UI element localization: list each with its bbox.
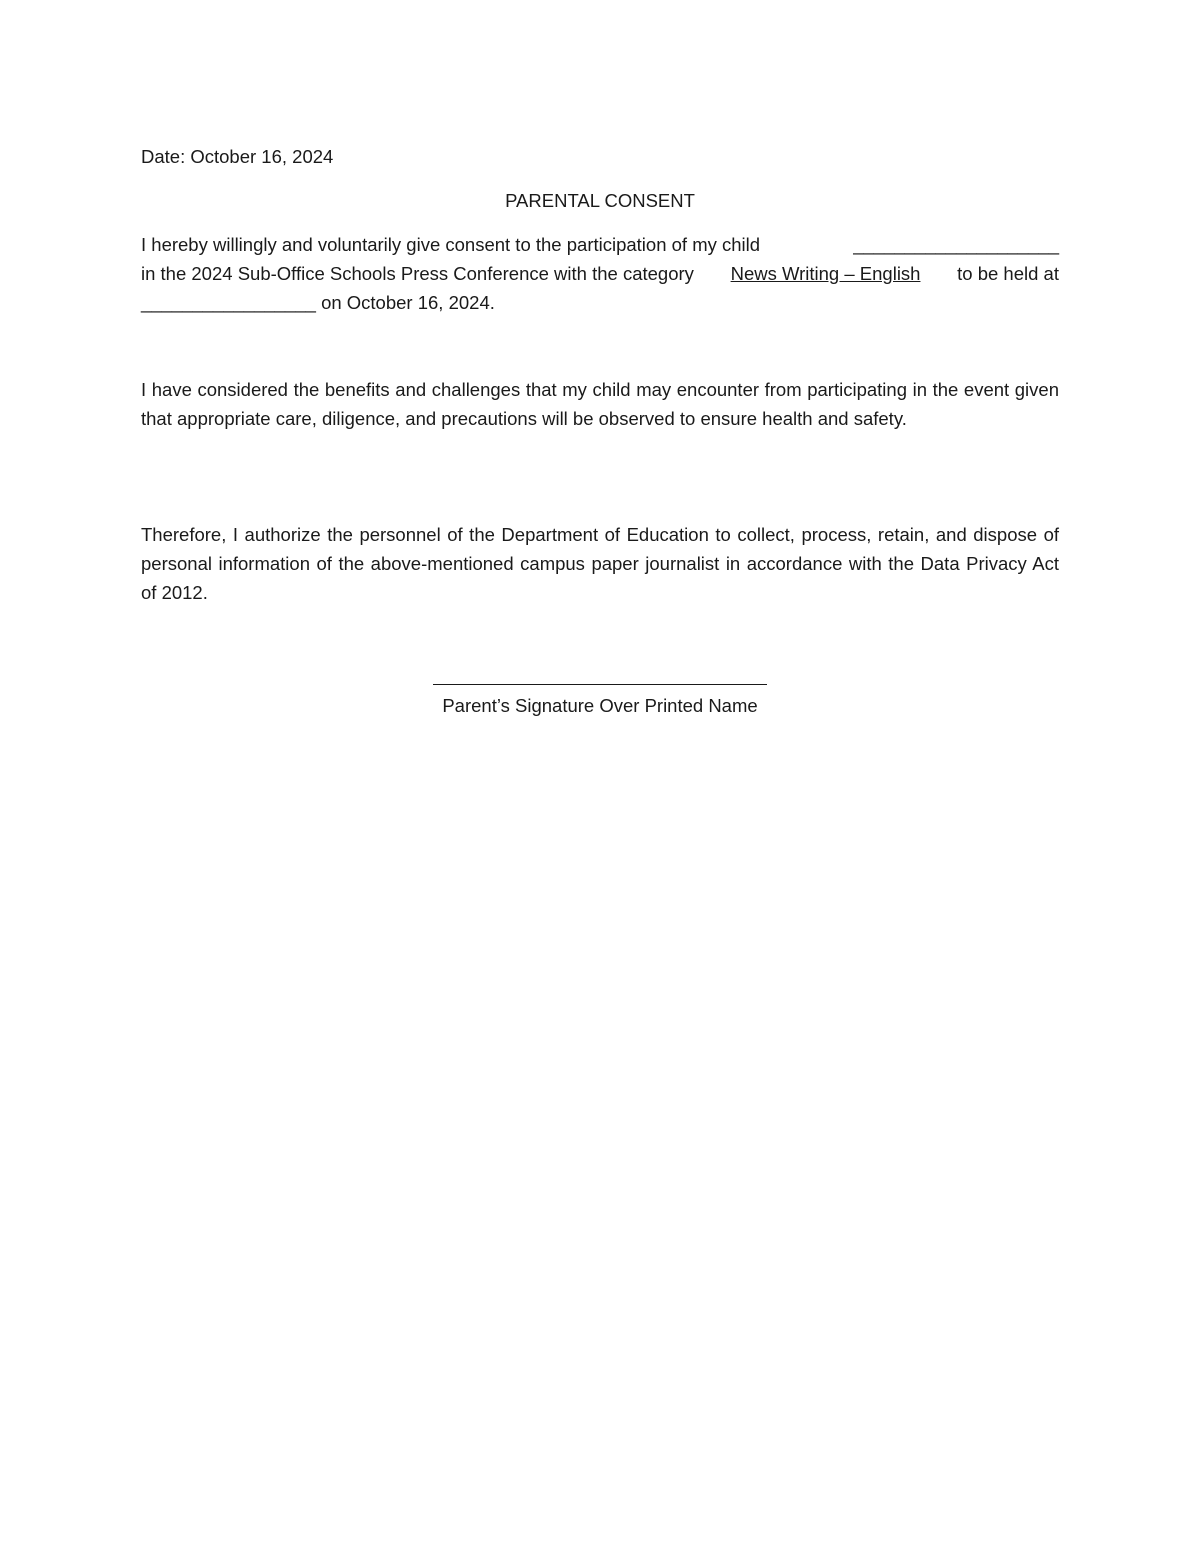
considerations-paragraph: I have considered the benefits and challenges that my child may encounter from participating in the event given that appropriate care, diligence, and precautions will be observed to ensure health and safety.: [141, 379, 1059, 429]
consent-text-4: on October 16, 2024.: [321, 292, 495, 313]
venue-blank: _________________: [141, 292, 316, 313]
consent-text-3: to be held at: [957, 263, 1059, 284]
child-name-blank: ____________________: [853, 234, 1059, 255]
signature-line: [433, 666, 767, 685]
signature-caption: Parent’s Signature Over Printed Name: [442, 695, 758, 716]
consent-line-2: [141, 259, 1059, 288]
category-value: News Writing – English: [730, 263, 921, 284]
consent-text-1: I hereby willingly and voluntarily give consent to the participation of my child: [141, 234, 761, 255]
consent-line-3: [141, 288, 1059, 317]
document-title: PARENTAL CONSENT: [505, 190, 695, 211]
authorization-paragraph: Therefore, I authorize the personnel of the Department of Education to collect, process, retain, and dispose of personal information of the above-mentioned campus paper journalist in accordance with the Data Privacy Act of 2012.: [141, 524, 1059, 603]
consent-text-2: in the 2024 Sub-Office Schools Press Conference with the category: [141, 263, 694, 284]
date-line: Date: October 16, 2024: [141, 146, 334, 167]
signature-block: [141, 665, 1059, 719]
consent-paragraph: [141, 230, 1059, 317]
consent-line-1: [141, 230, 1059, 259]
